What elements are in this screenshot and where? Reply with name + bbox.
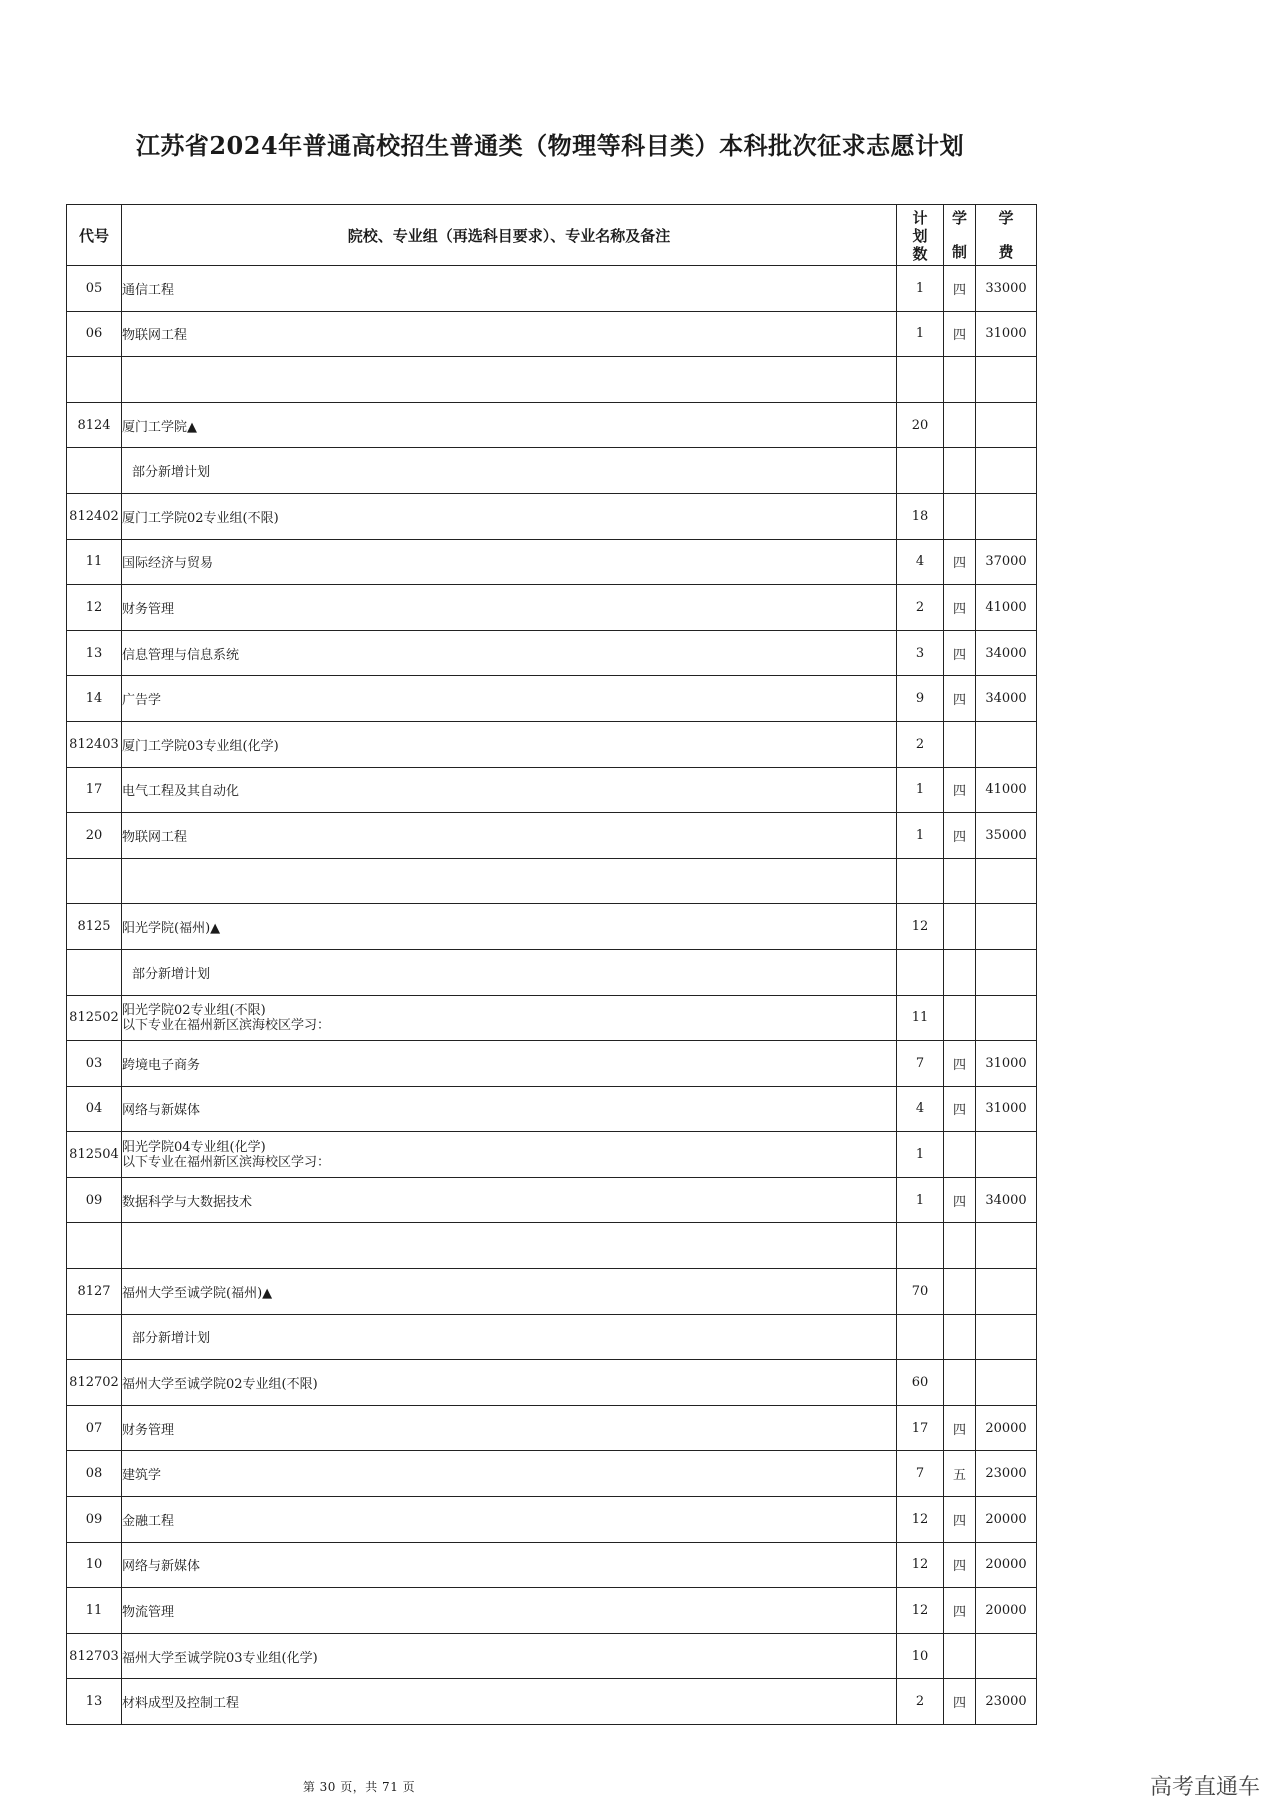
table-row xyxy=(67,585,1037,631)
row-name-text xyxy=(122,1140,896,1170)
table-row xyxy=(67,357,1037,403)
header-plan-count-char: 划 xyxy=(912,227,928,245)
table-row xyxy=(67,1360,1037,1406)
row-name xyxy=(122,1223,897,1269)
row-code: 13 xyxy=(67,630,122,676)
row-name xyxy=(122,1132,897,1178)
table-row xyxy=(67,904,1037,950)
row-duration: 四 xyxy=(944,767,976,813)
row-duration: 四 xyxy=(944,1542,976,1588)
row-fee xyxy=(976,1223,1037,1269)
table-row xyxy=(67,858,1037,904)
row-code: 13 xyxy=(67,1679,122,1725)
row-code xyxy=(67,858,122,904)
row-fee: 35000 xyxy=(976,813,1037,859)
row-plan-count: 60 xyxy=(897,1360,944,1406)
row-plan-count: 70 xyxy=(897,1269,944,1315)
table-row xyxy=(67,630,1037,676)
row-fee: 20000 xyxy=(976,1497,1037,1543)
row-name-note: 以下专业在福州新区滨海校区学习： xyxy=(122,1017,331,1033)
row-code: 09 xyxy=(67,1497,122,1543)
row-code: 10 xyxy=(67,1542,122,1588)
row-name: 材料成型及控制工程 xyxy=(122,1679,897,1725)
row-plan-count xyxy=(897,949,944,995)
row-code: 04 xyxy=(67,1086,122,1132)
row-name-note: 以下专业在福州新区滨海校区学习： xyxy=(122,1154,331,1170)
row-plan-count xyxy=(897,357,944,403)
row-name: 财务管理 xyxy=(122,1405,897,1451)
row-fee: 34000 xyxy=(976,1177,1037,1223)
row-code xyxy=(67,949,122,995)
table-row xyxy=(67,402,1037,448)
row-fee: 37000 xyxy=(976,539,1037,585)
row-name: 阳光学院(福州)▲ xyxy=(122,904,897,950)
table-row xyxy=(67,1588,1037,1634)
row-duration: 四 xyxy=(944,1679,976,1725)
row-code: 11 xyxy=(67,1588,122,1634)
row-name xyxy=(122,995,897,1041)
header-plan-count xyxy=(897,205,944,266)
row-plan-count xyxy=(897,448,944,494)
row-code: 07 xyxy=(67,1405,122,1451)
row-plan-count: 2 xyxy=(897,721,944,767)
row-duration xyxy=(944,1633,976,1679)
row-fee xyxy=(976,721,1037,767)
row-code: 8127 xyxy=(67,1269,122,1315)
row-code: 08 xyxy=(67,1451,122,1497)
row-duration xyxy=(944,721,976,767)
table-row xyxy=(67,1177,1037,1223)
row-duration xyxy=(944,1360,976,1406)
row-name: 数据科学与大数据技术 xyxy=(122,1177,897,1223)
row-duration: 四 xyxy=(944,1497,976,1543)
row-name: 部分新增计划 xyxy=(122,448,897,494)
row-fee: 20000 xyxy=(976,1542,1037,1588)
row-duration: 四 xyxy=(944,1588,976,1634)
row-fee xyxy=(976,995,1037,1041)
header-plan-count-char: 数 xyxy=(912,245,928,263)
row-code: 09 xyxy=(67,1177,122,1223)
row-duration xyxy=(944,995,976,1041)
row-fee: 23000 xyxy=(976,1679,1037,1725)
header-code: 代号 xyxy=(67,205,122,266)
row-plan-count: 1 xyxy=(897,813,944,859)
table-row xyxy=(67,949,1037,995)
row-code: 14 xyxy=(67,676,122,722)
row-code: 812504 xyxy=(67,1132,122,1178)
row-fee: 34000 xyxy=(976,676,1037,722)
row-plan-count: 12 xyxy=(897,1542,944,1588)
row-name: 信息管理与信息系统 xyxy=(122,630,897,676)
row-name: 国际经济与贸易 xyxy=(122,539,897,585)
row-duration xyxy=(944,1269,976,1315)
row-fee: 20000 xyxy=(976,1405,1037,1451)
row-duration xyxy=(944,1223,976,1269)
row-fee xyxy=(976,493,1037,539)
row-plan-count xyxy=(897,1223,944,1269)
table-row xyxy=(67,311,1037,357)
row-code: 812502 xyxy=(67,995,122,1041)
row-name xyxy=(122,357,897,403)
row-name: 厦门工学院02专业组(不限) xyxy=(122,493,897,539)
table-row xyxy=(67,721,1037,767)
row-name: 物联网工程 xyxy=(122,813,897,859)
row-plan-count: 12 xyxy=(897,904,944,950)
row-duration xyxy=(944,357,976,403)
row-plan-count: 17 xyxy=(897,1405,944,1451)
row-plan-count: 20 xyxy=(897,402,944,448)
table-body xyxy=(67,266,1037,1725)
row-code: 812702 xyxy=(67,1360,122,1406)
row-code: 812403 xyxy=(67,721,122,767)
table-row xyxy=(67,1223,1037,1269)
table-row xyxy=(67,995,1037,1041)
row-plan-count: 3 xyxy=(897,630,944,676)
row-fee: 31000 xyxy=(976,311,1037,357)
row-plan-count: 10 xyxy=(897,1633,944,1679)
row-duration xyxy=(944,904,976,950)
row-name: 建筑学 xyxy=(122,1451,897,1497)
row-name: 网络与新媒体 xyxy=(122,1542,897,1588)
row-plan-count: 11 xyxy=(897,995,944,1041)
row-code: 06 xyxy=(67,311,122,357)
row-duration: 四 xyxy=(944,630,976,676)
row-code: 8124 xyxy=(67,402,122,448)
row-plan-count: 4 xyxy=(897,1086,944,1132)
row-duration: 四 xyxy=(944,1086,976,1132)
enrollment-plan-table xyxy=(66,204,1037,1725)
header-fee xyxy=(976,205,1037,266)
header-duration-char: 制 xyxy=(951,243,967,261)
row-code: 11 xyxy=(67,539,122,585)
table-row xyxy=(67,266,1037,312)
row-name: 福州大学至诚学院(福州)▲ xyxy=(122,1269,897,1315)
row-plan-count: 7 xyxy=(897,1451,944,1497)
row-plan-count: 12 xyxy=(897,1497,944,1543)
row-plan-count: 1 xyxy=(897,311,944,357)
row-duration: 四 xyxy=(944,1177,976,1223)
row-name: 厦门工学院▲ xyxy=(122,402,897,448)
table-row xyxy=(67,1679,1037,1725)
row-fee: 41000 xyxy=(976,585,1037,631)
row-plan-count: 18 xyxy=(897,493,944,539)
page-title: 江苏省2024年普通高校招生普通类（物理等科目类）本科批次征求志愿计划 xyxy=(135,131,965,160)
row-code xyxy=(67,448,122,494)
row-fee xyxy=(976,1633,1037,1679)
watermark: 高考直通车 xyxy=(1149,1775,1260,1800)
row-fee: 31000 xyxy=(976,1041,1037,1087)
row-name-text xyxy=(122,1003,896,1033)
table-header-row xyxy=(67,205,1037,266)
row-code: 812402 xyxy=(67,493,122,539)
row-fee: 34000 xyxy=(976,630,1037,676)
row-name: 广告学 xyxy=(122,676,897,722)
row-name: 福州大学至诚学院02专业组(不限) xyxy=(122,1360,897,1406)
header-fee-char: 学 xyxy=(998,209,1014,227)
row-duration xyxy=(944,1132,976,1178)
table-row xyxy=(67,1314,1037,1360)
row-plan-count: 4 xyxy=(897,539,944,585)
row-fee: 33000 xyxy=(976,266,1037,312)
row-code: 20 xyxy=(67,813,122,859)
row-fee xyxy=(976,357,1037,403)
row-name: 金融工程 xyxy=(122,1497,897,1543)
row-plan-count: 2 xyxy=(897,585,944,631)
row-name: 通信工程 xyxy=(122,266,897,312)
row-plan-count: 1 xyxy=(897,266,944,312)
row-name: 电气工程及其自动化 xyxy=(122,767,897,813)
row-fee: 23000 xyxy=(976,1451,1037,1497)
header-fee-char: 费 xyxy=(998,243,1014,261)
header-duration xyxy=(944,205,976,266)
table-row xyxy=(67,1633,1037,1679)
header-duration-char: 学 xyxy=(951,209,967,227)
row-fee xyxy=(976,904,1037,950)
row-plan-count xyxy=(897,1314,944,1360)
header-name: 院校、专业组（再选科目要求）、专业名称及备注 xyxy=(122,205,897,266)
row-fee xyxy=(976,1132,1037,1178)
row-duration: 四 xyxy=(944,585,976,631)
table-row xyxy=(67,1132,1037,1178)
row-code: 8125 xyxy=(67,904,122,950)
row-duration: 五 xyxy=(944,1451,976,1497)
row-name: 财务管理 xyxy=(122,585,897,631)
row-fee: 41000 xyxy=(976,767,1037,813)
row-code: 03 xyxy=(67,1041,122,1087)
row-duration: 四 xyxy=(944,813,976,859)
row-name: 部分新增计划 xyxy=(122,1314,897,1360)
table-row xyxy=(67,1497,1037,1543)
row-duration: 四 xyxy=(944,311,976,357)
row-plan-count xyxy=(897,858,944,904)
row-duration xyxy=(944,949,976,995)
table-row xyxy=(67,1269,1037,1315)
row-name: 物联网工程 xyxy=(122,311,897,357)
row-duration: 四 xyxy=(944,1405,976,1451)
row-plan-count: 1 xyxy=(897,1177,944,1223)
row-plan-count: 1 xyxy=(897,767,944,813)
row-fee: 31000 xyxy=(976,1086,1037,1132)
table-row xyxy=(67,1542,1037,1588)
table-row xyxy=(67,539,1037,585)
row-name-line: 阳光学院04专业组(化学) xyxy=(122,1139,266,1155)
row-fee xyxy=(976,1360,1037,1406)
row-fee xyxy=(976,1269,1037,1315)
row-duration xyxy=(944,858,976,904)
table-row xyxy=(67,1041,1037,1087)
table-row xyxy=(67,1405,1037,1451)
table-row xyxy=(67,1451,1037,1497)
header-plan-count-char: 计 xyxy=(912,209,928,227)
row-plan-count: 1 xyxy=(897,1132,944,1178)
row-code xyxy=(67,1314,122,1360)
row-name: 厦门工学院03专业组(化学) xyxy=(122,721,897,767)
table-row xyxy=(67,493,1037,539)
row-name: 网络与新媒体 xyxy=(122,1086,897,1132)
row-fee xyxy=(976,858,1037,904)
table-row xyxy=(67,1086,1037,1132)
row-name: 福州大学至诚学院03专业组(化学) xyxy=(122,1633,897,1679)
row-duration xyxy=(944,402,976,448)
page-number: 第 30 页，共 71 页 xyxy=(302,1780,416,1794)
row-fee xyxy=(976,1314,1037,1360)
row-duration: 四 xyxy=(944,539,976,585)
row-plan-count: 2 xyxy=(897,1679,944,1725)
row-plan-count: 9 xyxy=(897,676,944,722)
row-duration: 四 xyxy=(944,676,976,722)
row-duration: 四 xyxy=(944,266,976,312)
row-name: 部分新增计划 xyxy=(122,949,897,995)
row-fee xyxy=(976,448,1037,494)
row-code xyxy=(67,1223,122,1269)
row-plan-count: 7 xyxy=(897,1041,944,1087)
row-name-line: 阳光学院02专业组(不限) xyxy=(122,1002,266,1018)
row-name: 物流管理 xyxy=(122,1588,897,1634)
row-code xyxy=(67,357,122,403)
row-code: 05 xyxy=(67,266,122,312)
row-duration: 四 xyxy=(944,1041,976,1087)
row-code: 17 xyxy=(67,767,122,813)
table-row xyxy=(67,676,1037,722)
row-fee xyxy=(976,949,1037,995)
row-code: 12 xyxy=(67,585,122,631)
row-code: 812703 xyxy=(67,1633,122,1679)
row-duration xyxy=(944,1314,976,1360)
table-row xyxy=(67,813,1037,859)
row-duration xyxy=(944,493,976,539)
row-plan-count: 12 xyxy=(897,1588,944,1634)
table-row xyxy=(67,767,1037,813)
row-name: 跨境电子商务 xyxy=(122,1041,897,1087)
row-duration xyxy=(944,448,976,494)
table-row xyxy=(67,448,1037,494)
row-fee xyxy=(976,402,1037,448)
row-fee: 20000 xyxy=(976,1588,1037,1634)
row-name xyxy=(122,858,897,904)
